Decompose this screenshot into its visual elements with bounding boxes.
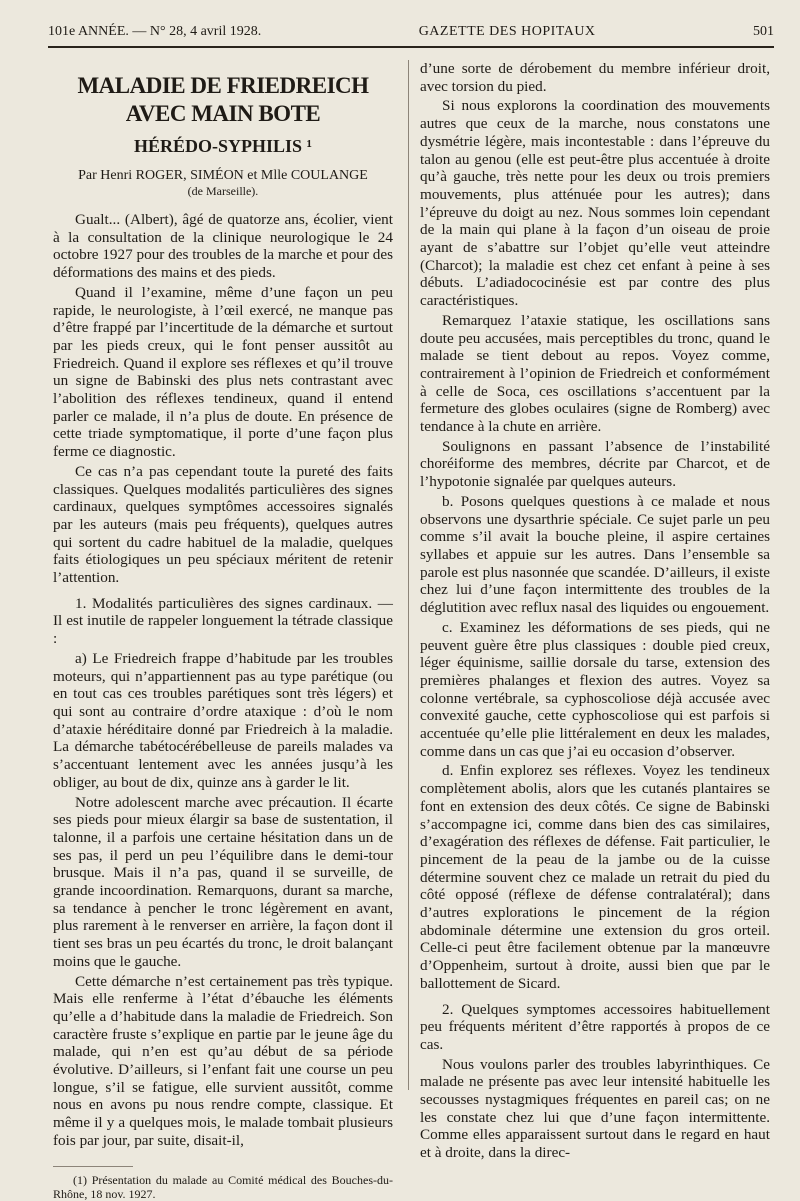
paragraph: c. Examinez les déformations de ses pieds, qui ne peuvent guère être plus classiques : double pied creux, léger équinisme, saillie dorsale du tarse, extension des premières phalanges et flexion des autres. Voyez sa colonne vertébrale, sa cyphoscoliose déjà accusée avec convexité gauche, cette cyphoscoliose qui est parfois si accentuée qu’elle plie littéralement en deux les malades, comme dans un cas que j’ai eu occasion d’observer.	[420, 618, 770, 760]
paragraph: b. Posons quelques questions à ce malade et nous observons une dysarthrie spéciale. Ce sujet parle un peu comme s’il avait la bouche pleine, il aspire certaines syllabes et appuie sur les autres. Dans l’ensemble sa parole est plus nasonnée que scandée. D’ailleurs, il existe chez lui d’une façon intermittente des troubles de la déglutition avec reflux nasal des liquides ou engouement.	[420, 492, 770, 617]
paragraph: Quand il l’examine, même d’une façon un peu rapide, le neurologiste, à l’œil exercé, ne manque pas d’être frappé par l’incertitude de la démarche et surtout par les pieds creux, qui le font penser aussitôt au Friedreich. Quand il explore ses réflexes et qu’il trouve un signe de Babinski des plus nets contrastant avec l’abolition des réflexes tendineux, quand il entend parler ce malade, il n’a plus de doute. En présence de cette triade symptomatique, il porte d’une façon plus ferme ce diagnostic.	[53, 283, 393, 461]
section-heading-paragraph: 2. Quelques symptomes accessoires habituellement peu fréquents méritent d’être rapportés à propos de ce cas.	[420, 1000, 770, 1053]
paragraph: Notre adolescent marche avec précaution. Il écarte ses pieds pour mieux élargir sa base de sustentation, il talonne, il a parfois une certaine hésitation dans un de ses pas, il perd un peu l’équilibre dans le demi-tour brusque. Mais il n’a pas, quand il se surveille, de grande incoordination. Remarquons, durant sa marche, sa tendance à pencher le tronc légèrement en avant, plus rarement à le renverser en arrière, la façon dont il tient ses bras un peu écartés du tronc, le droit balançant moins que le gauche.	[53, 793, 393, 970]
paragraph: Remarquez l’ataxie statique, les oscillations sans doute peu accusées, mais perceptibles du tronc, quand le malade se tient debout au repos. Voyez comme, contrairement à l’opinion de Friedreich et conformément à celle de Soca, ces oscillations s’accentuent par la fermeture des globes oculaires (signe de Romberg) avec tendance à la chute en arrière.	[420, 311, 770, 436]
paragraph: Nous voulons parler des troubles labyrinthiques. Ce malade ne présente pas avec leur intensité habituelle les secousses nystagmiques fréquentes en pareil cas; on ne les constate chez lui que d’une façon intermittente. Comme elles apparaissent surtout dans le regard en haut et à droite, dans la direc-	[420, 1055, 770, 1162]
article-title: MALADIE DE FRIEDREICH AVEC MAIN BOTE	[77, 73, 369, 126]
paragraph: Ce cas n’a pas cependant toute la pureté des faits classiques. Quelques modalités particulières des signes cardinaux, quelques symptômes accessoires signalés par les auteurs (mais peu fréquents), quelques autres qui sortent du cadre habituel de la maladie, quelques faits étiologiques un peu spéciaux méritent de retenir l’attention.	[53, 462, 393, 587]
issue-info: 101e ANNÉE. — N° 28, 4 avril 1928.	[48, 24, 262, 39]
paragraph: d. Enfin explorez ses réflexes. Voyez les tendineux complètement abolis, alors que les cutanés plantaires se font en extension des deux côtés. Ce signe de Babinski s’accompagne ici, comme dans bien des cas similaires, d’exagération des réflexes de défense. Fait particulier, le pincement de la peau de la jambe ou de la cuisse détermine souvent chez ce malade un retrait du pied du côté opposé (réflexe de défense contralatéral); dans d’autres explorations le pincement de la région abdominale détermine une extension du gros orteil. Celle-ci peut être facilement obtenue par la manœuvre d’Oppenheim, surtout à droite, aussi bien que par le ballottement de Sicard.	[420, 762, 770, 992]
page-header	[48, 18, 774, 48]
right-column	[420, 60, 770, 1164]
paragraph: Cette démarche n’est certainement pas très typique. Mais elle renferme à l’état d’ébauche les éléments qu’elle a d’habitude dans la maladie de Friedreich. Son caractère fruste s’explique en partie par le jeune âge du malade, qui n’en est qu’au début de sa période évolutive. D’ailleurs, si l’enfant fait une course un peu longue, s’il se fatigue, elle survient aussitôt, comme nous en avons pu nous rendre compte, classique. Et même il y a quelques mois, le malade tombait plusieurs fois par jour, par suite, disait-il,	[53, 972, 393, 1149]
left-column	[53, 60, 393, 1201]
article-subtitle: HÉRÉDO-SYPHILIS ¹	[134, 136, 312, 156]
article-affiliation: (de Marseille).	[187, 184, 259, 198]
page-number: 501	[752, 24, 774, 39]
article-authors: Par Henri ROGER, SIMÉON et Mlle COULANGE	[78, 168, 368, 183]
column-divider	[408, 60, 409, 1090]
paragraph: d’une sorte de dérobement du membre inférieur droit, avec torsion du pied.	[420, 60, 770, 95]
section-heading-paragraph: 1. Modalités particulières des signes cardinaux. — Il est inutile de rappeler longuement la tétrade classique :	[53, 594, 393, 648]
paragraph: Soulignons en passant l’absence de l’instabilité choréiforme des membres, décrite par Charcot, et de l’hypotonie signalée par quelques auteurs.	[420, 437, 770, 491]
footnote: (1) Présentation du malade au Comité médical des Bouches-du-Rhône, 18 nov. 1927.	[53, 1172, 393, 1201]
footnote-divider	[53, 1166, 133, 1167]
paragraph: a) Le Friedreich frappe d’habitude par les troubles moteurs, qui n’appartiennent pas au type parétique (ou en tout cas ces troubles parétiques sont très légers) et qui sont au contraire d’ordre ataxique : d’où le nom d’ataxie héréditaire donné par Friedreich à la maladie. La démarche tabétocérébelleuse de pareils malades va s’accentuant lentement avec les années jusqu’à les obliger, au bout de dix, quinze ans à garder le lit.	[53, 649, 393, 791]
paragraph: Gualt... (Albert), âgé de quatorze ans, écolier, vient à la consultation de la clinique neurologique le 24 octobre 1927 pour des troubles de la marche et pour des déformations des mains et des pieds.	[53, 211, 393, 282]
journal-title: GAZETTE DES HOPITAUX	[418, 24, 596, 39]
paragraph: Si nous explorons la coordination des mouvements autres que ceux de la marche, nous constatons une dysmétrie légère, mais incontestable : dans l’épreuve du talon au genou (elle est peut-être plus accentuée à droite qu’à gauche, très nette pour les deux ou trois premiers mouvements, plus atténuée pour les autres); dans l’épreuve du doigt au nez. Nous sommes loin cependant de la main qui plane à la façon d’un oiseau de proie ayant de s’abattre sur l’objet qu’elle veut atteindre (Charcot); la maladie est chez cet enfant à peine à ses débuts. L’adiadococinésie est par contre des plus caractéristiques.	[420, 97, 770, 310]
